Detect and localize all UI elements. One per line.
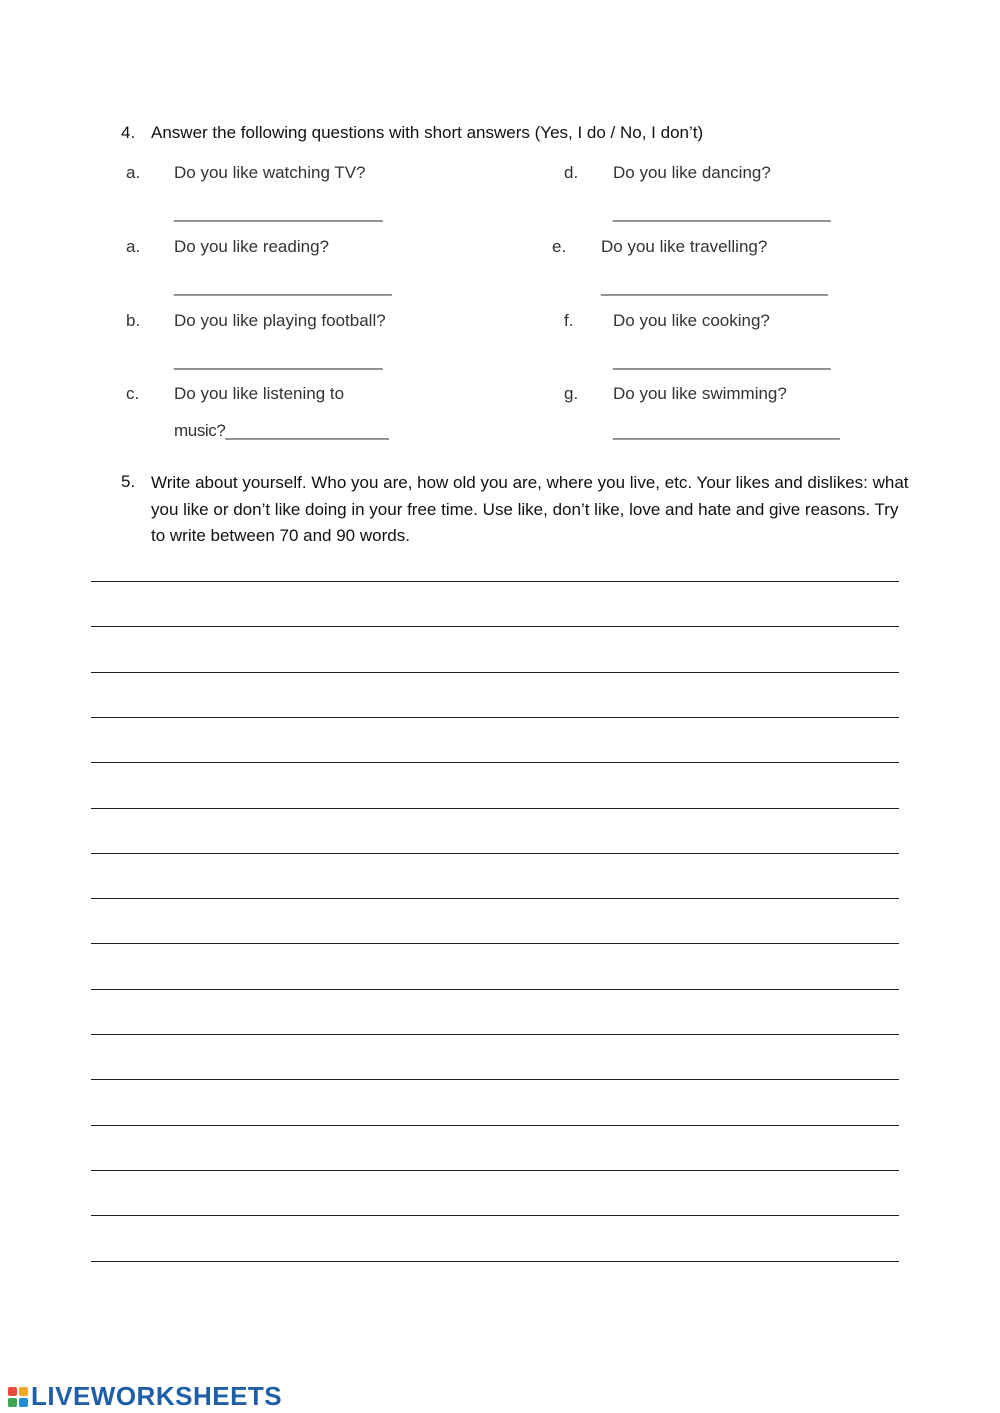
question-text: Do you like cooking? <box>613 311 770 330</box>
logo-text: LIVEWORKSHEETS <box>31 1381 283 1411</box>
question-letter: f. <box>564 311 574 330</box>
section-4-number: 4. <box>121 123 136 142</box>
logo-grid-icon <box>8 1387 28 1407</box>
writing-line[interactable] <box>91 672 899 673</box>
question-letter: b. <box>126 311 141 330</box>
writing-line[interactable] <box>91 943 899 944</box>
answer-blank[interactable]: ________________________ <box>174 277 392 296</box>
question-text: Do you like reading? <box>174 237 329 256</box>
writing-line[interactable] <box>91 1170 899 1171</box>
section-4-title: Answer the following questions with short answers (Yes, I do / No, I don’t) <box>151 123 704 142</box>
section-5-instructions: Write about yourself. Who you are, how old you are, where you live, etc. Your likes and dislikes: what you like or don’t like doing in your free time. Use like, don’t like, love and hate and give reasons. Try to write between 70 and 90 words. <box>151 473 909 545</box>
question-text: Do you like swimming? <box>613 384 787 403</box>
answer-blank[interactable]: _________________________ <box>601 277 828 296</box>
writing-line[interactable] <box>91 762 899 763</box>
writing-line[interactable] <box>91 581 899 582</box>
writing-line[interactable] <box>91 717 899 718</box>
question-letter: g. <box>564 384 579 403</box>
writing-line[interactable] <box>91 1079 899 1080</box>
question-text: Do you like travelling? <box>601 237 768 256</box>
answer-blank[interactable]: _________________________ <box>613 421 840 440</box>
writing-line[interactable] <box>91 626 899 627</box>
answer-blank[interactable]: ________________________ <box>613 203 831 222</box>
question-letter: d. <box>564 163 579 182</box>
answer-blank[interactable]: ________________________ <box>613 351 831 370</box>
question-text: Do you like playing football? <box>174 311 386 330</box>
answer-blank[interactable]: music?__________________ <box>174 421 389 440</box>
writing-line[interactable] <box>91 1261 899 1262</box>
writing-line[interactable] <box>91 853 899 854</box>
section-5-number: 5. <box>121 472 136 491</box>
writing-line[interactable] <box>91 1215 899 1216</box>
question-letter: a. <box>126 163 141 182</box>
question-text: Do you like watching TV? <box>174 163 366 182</box>
writing-line[interactable] <box>91 808 899 809</box>
answer-blank[interactable]: _______________________ <box>174 203 383 222</box>
question-text: Do you like dancing? <box>613 163 771 182</box>
writing-line[interactable] <box>91 1034 899 1035</box>
writing-line[interactable] <box>91 989 899 990</box>
question-text: Do you like listening to <box>174 384 345 403</box>
writing-line[interactable] <box>91 898 899 899</box>
answer-blank[interactable]: _______________________ <box>174 351 383 370</box>
question-letter: e. <box>552 237 567 256</box>
question-letter: a. <box>126 237 141 256</box>
writing-line[interactable] <box>91 1125 899 1126</box>
liveworksheets-logo <box>8 1381 282 1412</box>
question-letter: c. <box>126 384 140 403</box>
